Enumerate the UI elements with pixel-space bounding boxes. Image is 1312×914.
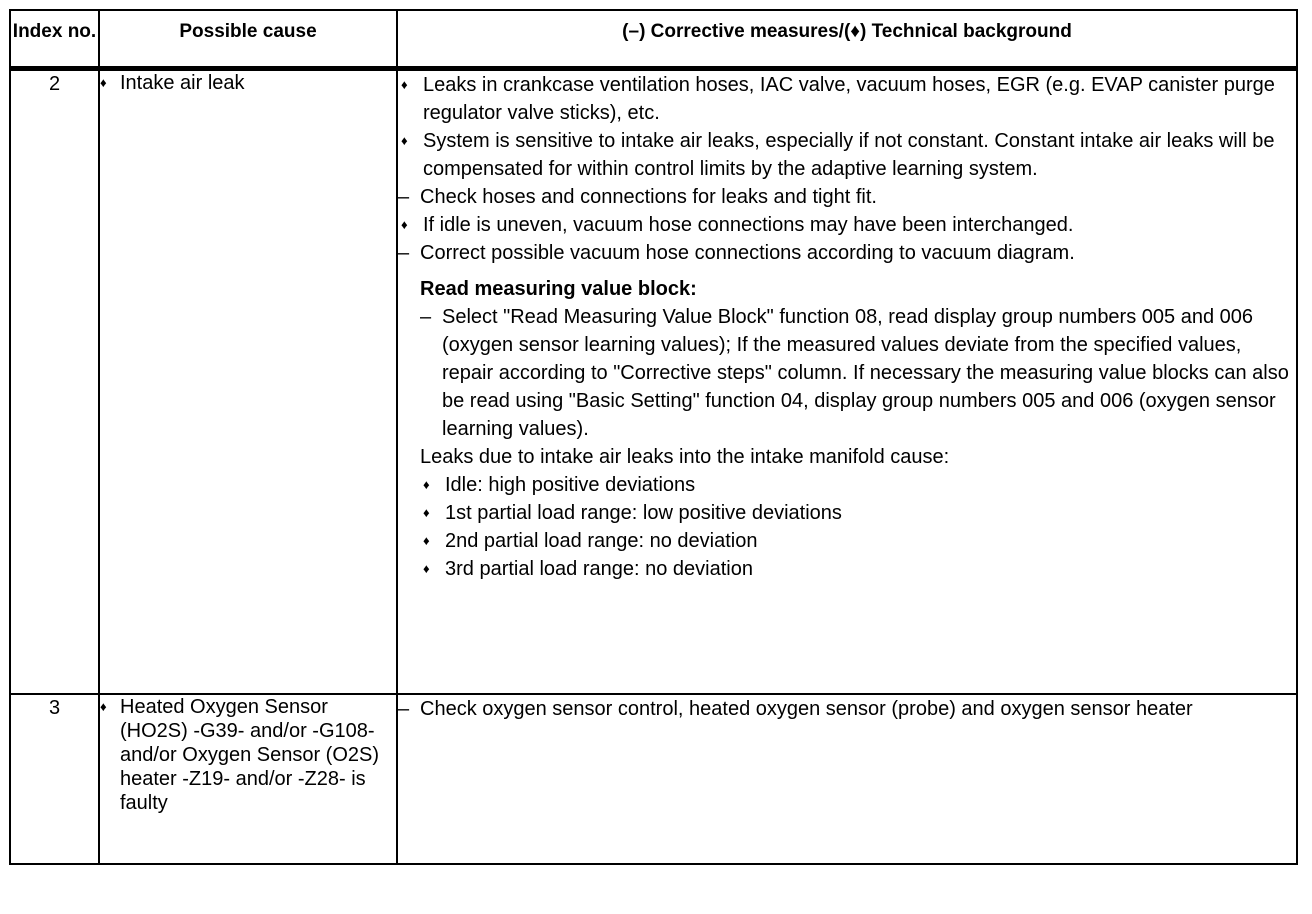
deviation-text: 2nd partial load range: no deviation — [445, 529, 758, 552]
header-possible-cause: Possible cause — [99, 10, 397, 68]
cause-item — [100, 695, 396, 815]
cause-item — [100, 71, 396, 95]
measuring-block-step — [398, 303, 1296, 443]
measure-text: System is sensitive to intake air leaks, especially if not constant. Constant intake air leaks will be compensated for within control limits by the adaptive learning system. — [423, 129, 1275, 180]
measure-text: Check hoses and connections for leaks and tight fit. — [420, 185, 877, 208]
dash-bullet-icon: – — [398, 185, 410, 208]
diamond-bullet-icon: ♦ — [401, 76, 408, 92]
measure-item — [398, 211, 1296, 239]
table-row — [10, 694, 1297, 864]
diamond-bullet-icon: ♦ — [401, 132, 408, 148]
diamond-bullet-icon: ♦ — [100, 699, 107, 714]
table-row — [10, 68, 1297, 694]
header-index: Index no. — [10, 10, 99, 68]
measure-item — [398, 239, 1296, 267]
measures-cell — [397, 68, 1297, 694]
cause-text: Heated Oxygen Sensor (HO2S) -G39- and/or -G108- and/or Oxygen Sensor (O2S) heater -Z19- and/or -Z28- is faulty — [120, 696, 380, 814]
measures-cell — [397, 694, 1297, 864]
diamond-bullet-icon: ♦ — [401, 216, 408, 232]
measure-text: Correct possible vacuum hose connections according to vacuum diagram. — [420, 241, 1075, 264]
dash-bullet-icon: – — [420, 305, 432, 328]
measuring-block-heading: Read measuring value block: — [420, 277, 697, 300]
header-corrective-measures: (–) Corrective measures/(♦) Technical background — [397, 10, 1297, 68]
deviation-item — [420, 499, 1296, 527]
measure-text: Leaks in crankcase ventilation hoses, IAC valve, vacuum hoses, EGR (e.g. EVAP canister purge regulator valve sticks), etc. — [423, 73, 1275, 124]
deviation-text: Idle: high positive deviations — [445, 473, 696, 496]
diamond-bullet-icon: ♦ — [423, 532, 430, 548]
step-item — [420, 303, 1296, 443]
deviation-item — [420, 555, 1296, 583]
measure-text: Check oxygen sensor control, heated oxygen sensor (probe) and oxygen sensor heater — [420, 698, 1193, 720]
measure-text: If idle is uneven, vacuum hose connections may have been interchanged. — [423, 213, 1074, 236]
dash-bullet-icon: – — [398, 698, 410, 720]
row-index: 2 — [10, 68, 99, 694]
step-text: Select "Read Measuring Value Block" function 08, read display group numbers 005 and 006 (oxygen sensor learning values); If the measured values deviate from the specified values, repair according to "Corrective steps" column. If necessary the measuring value blocks can also be read using "Basic Setting" function 04, display group numbers 005 and 006 (oxygen sensor learning values). — [442, 305, 1289, 440]
measure-item — [398, 695, 1296, 723]
diamond-bullet-icon: ♦ — [423, 476, 430, 492]
cause-text: Intake air leak — [120, 71, 245, 94]
measure-item — [398, 183, 1296, 211]
diagnosis-table — [9, 9, 1298, 865]
dash-bullet-icon: – — [398, 241, 410, 264]
leaks-intro-text: Leaks due to intake air leaks into the intake manifold cause: — [420, 445, 950, 468]
deviation-list — [398, 471, 1296, 583]
deviation-text: 3rd partial load range: no deviation — [445, 557, 753, 580]
diamond-bullet-icon: ♦ — [423, 560, 430, 576]
deviation-item — [420, 471, 1296, 499]
row-index: 3 — [10, 694, 99, 864]
possible-cause-cell — [99, 68, 397, 694]
deviation-text: 1st partial load range: low positive deviations — [445, 501, 842, 524]
deviation-item — [420, 527, 1296, 555]
table-header-row — [10, 10, 1297, 68]
possible-cause-cell — [99, 694, 397, 864]
diamond-bullet-icon: ♦ — [100, 74, 107, 90]
measure-item — [398, 71, 1296, 127]
diamond-bullet-icon: ♦ — [423, 504, 430, 520]
measure-item — [398, 127, 1296, 183]
section-spacer — [398, 267, 1296, 275]
